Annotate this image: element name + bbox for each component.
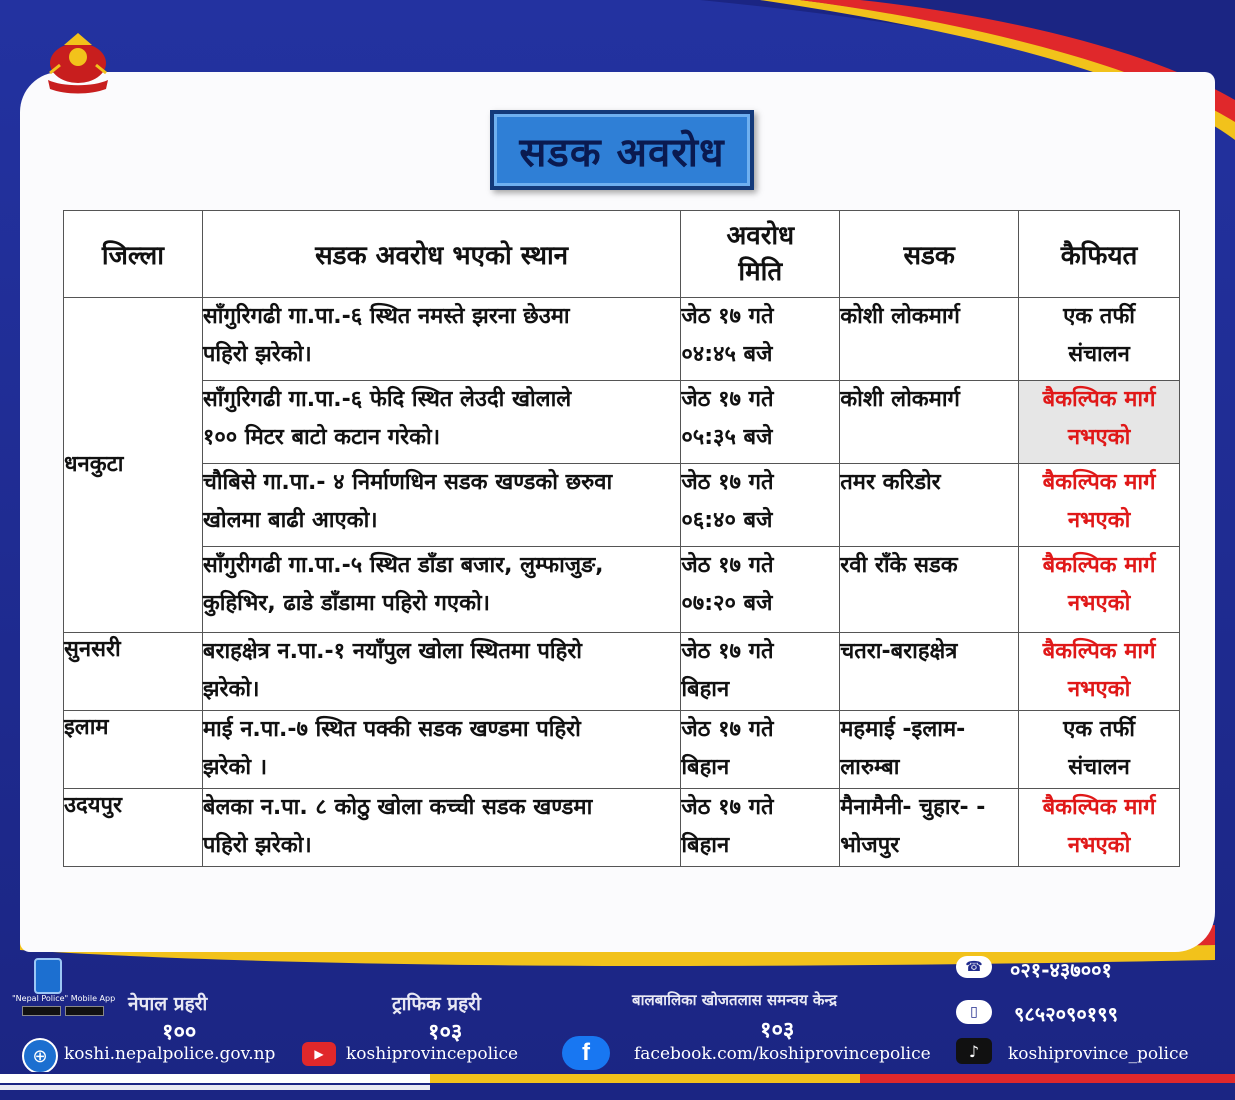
date-line: जेठ १७ गते: [681, 795, 774, 820]
location-line: पहिरो झरेको।: [202, 833, 312, 858]
road-line: कोशी लोकमार्ग: [840, 387, 960, 412]
header-date-text: अवरोध मिति: [726, 221, 795, 287]
remarks-line: नभएको: [1067, 425, 1131, 450]
table-row: [64, 633, 1180, 711]
location-line: बेलका न.पा. ८ कोठु खोला कच्ची सडक खण्डमा: [202, 795, 593, 820]
nepal-police-logo: [38, 25, 118, 95]
location-cell: [202, 711, 680, 789]
time-line: ०६:४० बजे: [681, 508, 773, 533]
child-search-number: १०३: [760, 1018, 795, 1043]
table-row: [64, 298, 1180, 381]
time-line: बिहान: [681, 677, 730, 702]
road-line: कोशी लोकमार्ग: [840, 304, 960, 329]
location-line: १०० मिटर बाटो कटान गरेको।: [202, 425, 441, 450]
remarks-line: संचालन: [1068, 342, 1130, 367]
district-cell: उदयपुर: [64, 789, 203, 867]
remarks-cell: [1019, 381, 1180, 464]
header-location: सडक अवरोध भएको स्थान: [202, 211, 680, 298]
location-cell: [202, 381, 680, 464]
road-line: तमर करिडोर: [840, 470, 941, 495]
table-header-row: [64, 211, 1180, 298]
tiktok-link[interactable]: koshiprovince_police: [1008, 1044, 1189, 1064]
table-row: [64, 464, 1180, 547]
remarks-line: बैकल्पिक मार्ग: [1042, 553, 1156, 578]
remarks-line: बैकल्पिक मार्ग: [1042, 387, 1156, 412]
phone-number[interactable]: ०२१-४३७००१: [1010, 958, 1112, 982]
location-cell: [202, 547, 680, 633]
date-cell: [681, 633, 840, 711]
table-row: [64, 711, 1180, 789]
date-cell: [681, 711, 840, 789]
road-line: भोजपुर: [840, 833, 900, 858]
remarks-line: एक तर्फी: [1063, 304, 1135, 329]
remarks-cell: [1019, 464, 1180, 547]
mobile-icon: ▯: [956, 1000, 992, 1024]
youtube-icon: ▶: [302, 1042, 336, 1066]
table-row: [64, 789, 1180, 867]
road-blockage-table: [63, 210, 1180, 867]
location-cell: [202, 464, 680, 547]
location-cell: [202, 298, 680, 381]
road-line: महमाई -इलाम-: [840, 717, 966, 742]
road-cell: [840, 298, 1019, 381]
district-cell: सुनसरी: [64, 633, 203, 711]
header-district: जिल्ला: [64, 211, 203, 298]
location-line: खोलमा बाढी आएको।: [202, 508, 378, 533]
remarks-line: बैकल्पिक मार्ग: [1042, 470, 1156, 495]
bottom-flag-stripes: [0, 1072, 1235, 1100]
remarks-line: नभएको: [1067, 508, 1131, 533]
tiktok-icon: ♪: [956, 1038, 992, 1064]
district-cell: धनकुटा: [64, 298, 203, 633]
remarks-line: एक तर्फी: [1063, 717, 1135, 742]
page-title: सडक अवरोध: [519, 129, 725, 176]
date-cell: [681, 547, 840, 633]
location-line: साँगुरीगढी गा.पा.-५ स्थित डाँडा बजार, लुम्फाजुङ,: [202, 553, 604, 578]
location-line: चौबिसे गा.पा.- ४ निर्माणधिन सडक खण्डको छरुवा: [202, 470, 613, 495]
road-line: लारुम्बा: [840, 755, 900, 780]
date-line: जेठ १७ गते: [681, 387, 774, 412]
nepal-police-number: १००: [162, 1020, 197, 1045]
road-cell: [840, 633, 1019, 711]
header-date: [681, 211, 840, 298]
remarks-line: बैकल्पिक मार्ग: [1042, 795, 1156, 820]
date-line: जेठ १७ गते: [681, 553, 774, 578]
facebook-link[interactable]: facebook.com/koshiprovincepolice: [634, 1044, 931, 1064]
date-line: जेठ १७ गते: [681, 470, 774, 495]
app-caption: "Nepal Police" Mobile App: [12, 994, 116, 1003]
date-line: जेठ १७ गते: [681, 639, 774, 664]
remarks-cell: [1019, 547, 1180, 633]
road-cell: [840, 711, 1019, 789]
date-line: जेठ १७ गते: [681, 304, 774, 329]
globe-icon: ⊕: [22, 1038, 58, 1074]
location-cell: [202, 633, 680, 711]
location-line: साँगुरिगढी गा.पा.-६ स्थित नमस्ते झरना छेउमा: [202, 304, 570, 329]
location-line: माई न.पा.-७ स्थित पक्की सडक खण्डमा पहिरो: [202, 717, 581, 742]
road-cell: [840, 381, 1019, 464]
phone-icon: ☎: [956, 956, 992, 978]
date-cell: [681, 381, 840, 464]
road-cell: [840, 789, 1019, 867]
table-row: [64, 547, 1180, 633]
traffic-police-label: ट्राफिक प्रहरी: [392, 993, 481, 1015]
location-line: झरेको ।: [202, 755, 268, 780]
remarks-line: नभएको: [1067, 833, 1131, 858]
facebook-icon: f: [562, 1036, 610, 1070]
time-line: बिहान: [681, 755, 730, 780]
location-line: साँगुरिगढी गा.पा.-६ फेदि स्थित लेउदी खोलाले: [202, 387, 572, 412]
table-row: [64, 381, 1180, 464]
child-search-label: बालबालिका खोजतलास समन्वय केन्द्र: [632, 991, 837, 1009]
location-line: पहिरो झरेको।: [202, 342, 312, 367]
remarks-line: संचालन: [1068, 755, 1130, 780]
website-link[interactable]: koshi.nepalpolice.gov.np: [64, 1044, 276, 1064]
remarks-cell: [1019, 298, 1180, 381]
road-line: रवी राँके सडक: [840, 553, 958, 578]
time-line: बिहान: [681, 833, 730, 858]
phone-app-icon: [34, 958, 62, 994]
date-line: जेठ १७ गते: [681, 717, 774, 742]
header-remarks: कैफियत: [1019, 211, 1180, 298]
time-line: ०४:४५ बजे: [681, 342, 773, 367]
date-cell: [681, 464, 840, 547]
date-cell: [681, 298, 840, 381]
header-road: सडक: [840, 211, 1019, 298]
nepal-police-label: नेपाल प्रहरी: [128, 993, 208, 1015]
time-line: ०७:२० बजे: [681, 591, 773, 616]
time-line: ०५:३५ बजे: [681, 425, 773, 450]
location-line: कुहिभिर, ढाडे डाँडामा पहिरो गएको।: [202, 591, 491, 616]
mobile-number[interactable]: ९८५२०९०१९९: [1014, 1002, 1118, 1026]
location-line: झरेको।: [202, 677, 260, 702]
date-cell: [681, 789, 840, 867]
traffic-police-number: १०३: [428, 1020, 463, 1045]
remarks-line: नभएको: [1067, 591, 1131, 616]
location-line: बराहक्षेत्र न.पा.-१ नयाँपुल खोला स्थितमा पहिरो: [202, 639, 582, 664]
remarks-cell: [1019, 633, 1180, 711]
remarks-line: बैकल्पिक मार्ग: [1042, 639, 1156, 664]
district-cell: इलाम: [64, 711, 203, 789]
remarks-cell: [1019, 789, 1180, 867]
youtube-link[interactable]: koshiprovincepolice: [346, 1044, 519, 1064]
road-cell: [840, 464, 1019, 547]
remarks-line: नभएको: [1067, 677, 1131, 702]
title-banner: [490, 110, 754, 190]
remarks-cell: [1019, 711, 1180, 789]
road-line: चतरा-बराहक्षेत्र: [840, 639, 958, 664]
road-line: मैनामैनी- चुहार- -: [840, 795, 986, 820]
road-cell: [840, 547, 1019, 633]
app-store-badges: [22, 1006, 104, 1016]
location-cell: [202, 789, 680, 867]
